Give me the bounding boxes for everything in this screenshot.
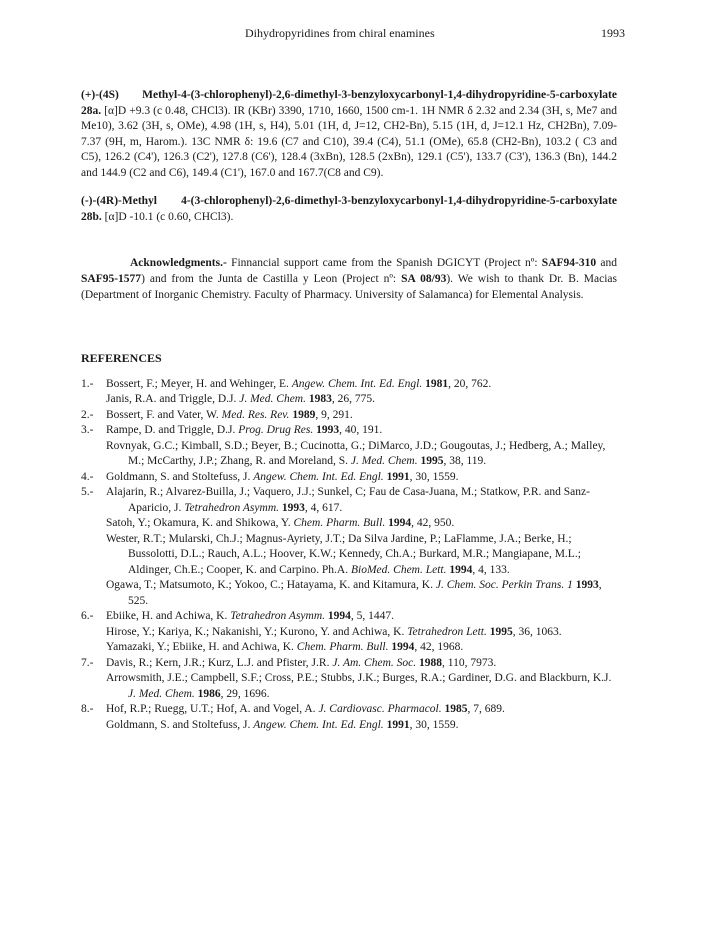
reference-number: 3.- [81, 424, 94, 436]
citation-authors: Alajarin, R.; Alvarez-Builla, J.; Vaquero, J.J.; Sunkel, C; Fau de Casa-Juana, M.; Statkow, P.R. and Sanz-Aparicio, J. [106, 486, 590, 514]
citation-volume-pages: , 20, 762. [448, 377, 492, 390]
citation-volume-pages: , 4, 133. [472, 563, 510, 576]
reference-number: 2.- [81, 408, 94, 421]
project-code: SAF94-310 [541, 257, 597, 269]
citation-year: 1991 [386, 718, 410, 731]
reference-number: 5.- [81, 486, 94, 498]
compound-data: [α]D +9.3 (c 0.48, CHCl3). IR (KBr) 3390, 1710, 1660, 1500 cm-1. 1H NMR δ 2.32 and 2.34 (3H, s, Me7 and Me10), 3.62 (3H, s, OMe), 4.98 (1H, s, H4), 5.01 (1H, d, J=12, CH2-Bn), 5.15 (1H, d, J=12.1 Hz, CH2Bn), 7.09-7.37 (9H, m, Harom.). 13C NMR δ: 19.6 (C7 and C10), 39.4 (C4), 51.1 (OMe), 65.8 (CH2-Bn), 103.2 ( C3 and C5), 126.2 (C4'), 126.3 (C2'), 127.8 (C6'), 128.4 (3xBn), 128.5 (2xBn), 129.1 (C5'), 133.7 (C3'), 136.3 (Bn), 144.2 and 144.9 (C2 and C6), 149.4 (C1'), 167.0 and 167.7(C8 and C9). [81, 104, 617, 179]
reference-number: 8.- [81, 703, 94, 715]
reference-number: 6.- [81, 610, 94, 622]
compound-data: [α]D -10.1 (c 0.60, CHCl3). [104, 210, 234, 223]
acknowledgments [81, 255, 617, 303]
citation-volume-pages: , 36, 1063. [512, 625, 562, 638]
citation-year: 1995 [489, 625, 513, 638]
running-title: Dihydropyridines from chiral enamines [245, 26, 435, 40]
project-code: SA 08/93 [401, 273, 447, 285]
reference-item [81, 408, 617, 424]
citation-volume-pages: , 42, 950. [411, 517, 455, 529]
citation-journal: Angew. Chem. Int. Ed. Engl. [253, 718, 384, 731]
citation-authors: Satoh, Y.; Okamura, K. and Shikowa, Y. [106, 517, 294, 529]
compound-title: (+)-(4S) Methyl-4-(3-chlorophenyl)-2,6-dimethyl-3-benzyloxycarbonyl-1,4-dihydropyridine-5-carboxylate 28a. [81, 89, 617, 117]
citation [106, 656, 617, 672]
citation [106, 640, 617, 656]
citation-journal: Tetrahedron Lett. [407, 625, 487, 638]
citation-year: 1993 [575, 579, 599, 591]
citation-journal: J. Cardiovasc. Pharmacol. [318, 703, 442, 715]
citation-volume-pages: , 9, 291. [315, 408, 353, 421]
reference-item [81, 609, 617, 656]
citation-authors: Goldmann, S. and Stoltefuss, J. [106, 470, 254, 483]
citation-volume-pages: , 110, 7973. [442, 656, 497, 669]
citation-volume-pages: , 7, 689. [467, 703, 505, 715]
page-body [81, 88, 617, 733]
citation-journal: J. Med. Chem. [239, 393, 306, 405]
compound-entry-28b [81, 194, 617, 225]
references-list [81, 377, 617, 734]
citation-authors: Arrowsmith, J.E.; Campbell, S.F.; Cross, P.E.; Stubbs, J.K.; Burges, R.A.; Gardiner, D.G. and Blackburn, K.J. [106, 672, 612, 684]
citation-year: 1993 [316, 424, 340, 436]
citation [106, 485, 617, 516]
reference-number: 1.- [81, 377, 94, 390]
citation-journal: Prog. Drug Res. [238, 424, 314, 436]
citation-year: 1981 [425, 377, 449, 390]
compound-entry-28a [81, 88, 617, 181]
ack-text: and [596, 257, 617, 269]
acknowledgments-label: Acknowledgments.- [130, 257, 227, 269]
reference-number: 4.- [81, 470, 94, 483]
citation-authors: Wester, R.T.; Mularski, Ch.J.; Magnus-Ayriety, J.T.; Da Silva Jardine, P.; LaFlamme, J.A.; Berke, H.; Bussolotti, D.L.; Rauch, A.L.; Hoover, K.W.; Kennedy, Ch.A.; Burkard, M.R.; Mangiapane, M.L.; Aldinger, Ch.E.; Cooper, K. and Carpino. Ph.A. [106, 532, 581, 576]
citation-journal: J. Chem. Soc. Perkin Trans. 1 [435, 579, 573, 591]
citation [106, 609, 617, 625]
citation-year: 1988 [419, 656, 442, 669]
citation [106, 377, 617, 393]
citation-year: 1994 [327, 610, 351, 622]
citation [106, 470, 617, 486]
citation [106, 671, 617, 702]
citation [106, 392, 617, 408]
reference-number: 7.- [81, 656, 94, 669]
citation-volume-pages: , 30, 1559. [409, 470, 459, 483]
citation-authors: Goldmann, S. and Stoltefuss, J. [106, 718, 254, 731]
citation [106, 516, 617, 532]
citation-year: 1989 [292, 408, 316, 421]
citation-volume-pages: , 38, 119. [443, 455, 487, 467]
reference-item [81, 470, 617, 486]
citation-journal: BioMed. Chem. Lett. [351, 563, 447, 576]
citation [106, 625, 617, 641]
citation-authors: Yamazaki, Y.; Ebiike, H. and Achiwa, K. [106, 641, 297, 653]
reference-item [81, 485, 617, 609]
reference-item [81, 377, 617, 408]
citation-volume-pages: , 29, 1696. [220, 687, 270, 700]
citation-authors: Hirose, Y.; Kariya, K.; Nakanishi, Y.; Kurono, Y. and Achiwa, K. [106, 625, 408, 638]
citation-journal: Tetrahedron Asymm. [184, 501, 279, 514]
ack-text: ). We wish to thank Dr. B. Macias (Department of Inorganic Chemistry. Faculty of Pharmacy. University of Salamanca) for Elemental Analysis. [81, 273, 617, 301]
citation-year: 1983 [308, 393, 332, 405]
citation-journal: Angew. Chem. Int. Ed. Engl. [253, 470, 384, 483]
citation-journal: Chem. Pharm. Bull. [293, 517, 386, 529]
citation-volume-pages: , 40, 191. [339, 424, 383, 436]
citation [106, 532, 617, 579]
citation-volume-pages: , 42, 1968. [414, 641, 464, 653]
citation-year: 1994 [388, 517, 412, 529]
citation-journal: J. Med. Chem. [350, 455, 418, 467]
citation-authors: Ebiike, H. and Achiwa, K. [106, 610, 231, 622]
citation [106, 439, 617, 470]
citation-year: 1993 [281, 501, 305, 514]
citation-journal: Angew. Chem. Int. Ed. Engl. [291, 377, 423, 390]
citation-volume-pages: , 4, 617. [304, 501, 343, 514]
citation-year: 1986 [197, 687, 221, 700]
citation-volume-pages: , 26, 775. [331, 393, 375, 405]
citation-volume-pages: , 525. [128, 579, 602, 607]
citation-authors: Bossert, F.; Meyer, H. and Wehinger, E. [106, 377, 292, 390]
citation [106, 718, 617, 734]
page-number: 1993 [601, 26, 625, 40]
ack-text: ) and from the Junta de Castilla y Leon (Project nº: [141, 273, 402, 285]
citation-authors: Bossert, F. and Vater, W. [106, 408, 222, 421]
running-header [0, 26, 711, 42]
compound-title: (-)-(4R)-Methyl 4-(3-chlorophenyl)-2,6-dimethyl-3-benzyloxycarbonyl-1,4-dihydropyridine-5-carboxylate 28b. [81, 195, 617, 223]
reference-item [81, 702, 617, 733]
ack-text: Finnancial support came from the Spanish DGICYT (Project nº: [226, 257, 542, 269]
citation-journal: Med. Res. Rev. [221, 408, 290, 421]
references-heading: REFERENCES [81, 351, 162, 365]
reference-item [81, 423, 617, 470]
citation-authors: Janis, R.A. and Triggle, D.J. [106, 393, 240, 405]
citation-volume-pages: , 5, 1447. [350, 610, 395, 622]
citation-year: 1994 [391, 641, 415, 653]
citation-authors: Hof, R.P.; Ruegg, U.T.; Hof, A. and Vogel, A. [106, 703, 319, 715]
citation [106, 702, 617, 718]
citation-authors: Rampe, D. and Triggle, D.J. [106, 424, 239, 436]
citation-journal: Chem. Pharm. Bull. [296, 641, 389, 653]
citation [106, 408, 617, 424]
citation-authors: Davis, R.; Kern, J.R.; Kurz, L.J. and Pfister, J.R. [106, 656, 333, 669]
citation [106, 578, 617, 609]
project-code: SAF95-1577 [81, 273, 142, 285]
citation-journal: J. Am. Chem. Soc. [332, 656, 417, 669]
citation-authors: Ogawa, T.; Matsumoto, K.; Yokoo, C.; Hatayama, K. and Kitamura, K. [106, 579, 436, 591]
citation-year: 1995 [420, 455, 444, 467]
citation-year: 1994 [449, 563, 473, 576]
citation-authors: Rovnyak, G.C.; Kimball, S.D.; Beyer, B.; Cucinotta, G.; DiMarco, J.D.; Gougoutas, J.; Hedberg, A.; Malley, M.; McCarthy, J.P.; Zhang, R. and Moreland, S. [106, 439, 606, 467]
citation [106, 423, 617, 439]
citation-year: 1991 [386, 470, 410, 483]
reference-item [81, 656, 617, 703]
citation-year: 1985 [444, 703, 468, 715]
citation-journal: Tetrahedron Asymm. [230, 610, 326, 622]
citation-journal: J. Med. Chem. [128, 687, 195, 700]
citation-volume-pages: , 30, 1559. [409, 718, 459, 731]
